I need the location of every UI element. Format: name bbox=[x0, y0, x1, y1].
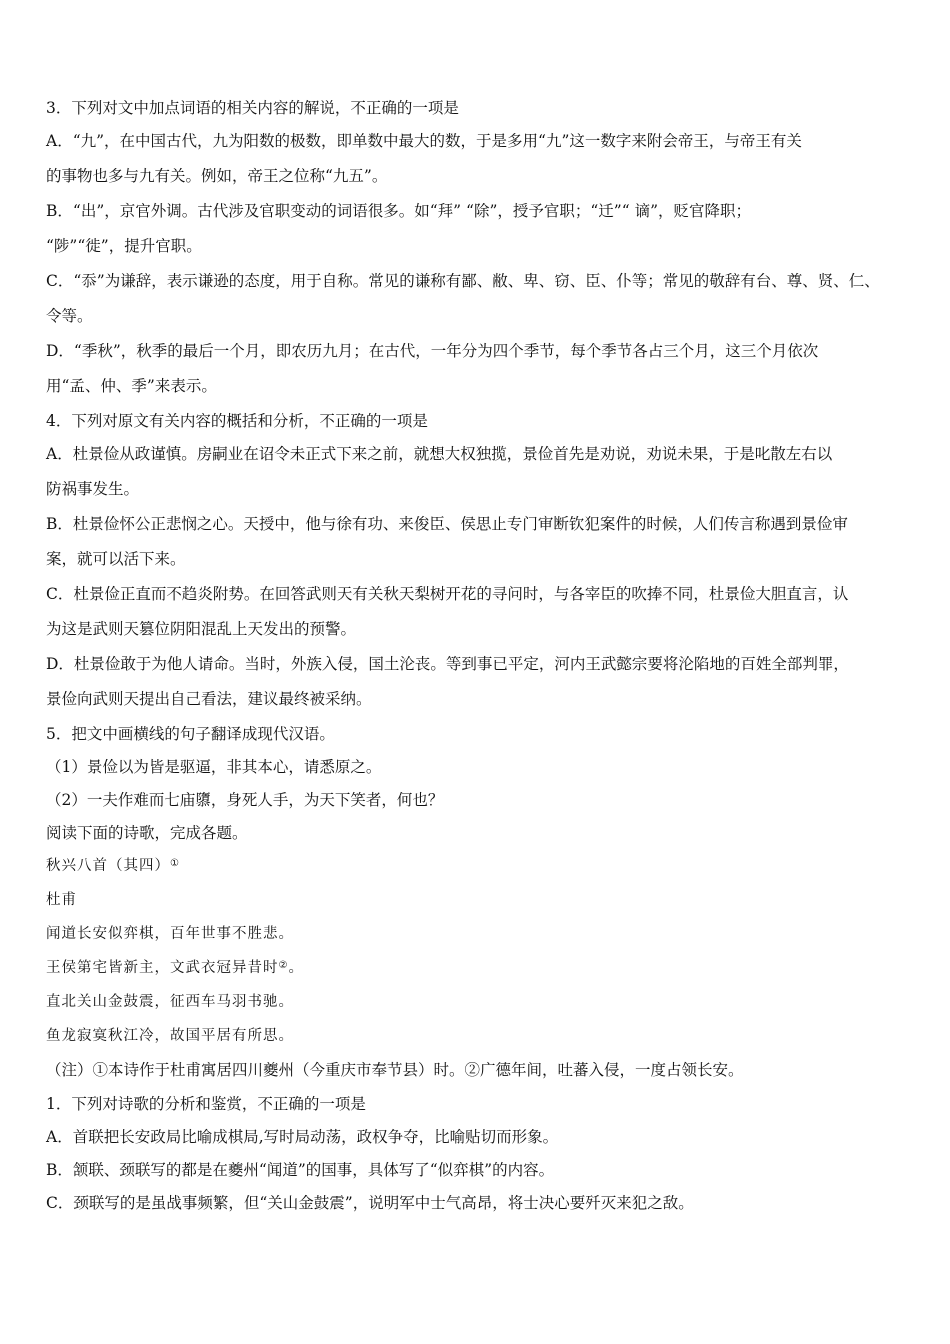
poem-title-note-marker: ① bbox=[170, 858, 180, 869]
poem-line-4: 鱼龙寂寞秋江冷，故国平居有所思。 bbox=[46, 1028, 294, 1044]
poem-intro: 阅读下面的诗歌，完成各题。 bbox=[46, 824, 248, 842]
poem-line-2-end: 。 bbox=[288, 960, 304, 976]
question-4-option-a-cont: 防祸事发生。 bbox=[46, 480, 140, 498]
question-4-option-d-cont: 景俭向武则天提出自己看法，建议最终被采纳。 bbox=[46, 690, 372, 708]
question-3-option-c-cont: 令等。 bbox=[46, 307, 93, 325]
question-5-sentence-2: （2）一夫作难而七庙隳，身死人手，为天下笑者，何也？ bbox=[46, 791, 444, 809]
question-4-option-b-cont: 案，就可以活下来。 bbox=[46, 550, 186, 568]
question-3-option-d-cont: 用“孟、仲、季”来表示。 bbox=[46, 377, 217, 395]
question-3-option-a-cont: 的事物也多与九有关。例如，帝王之位称“九五”。 bbox=[46, 167, 388, 185]
poem-title bbox=[46, 856, 908, 890]
poem-line-2-note-marker: ② bbox=[278, 960, 289, 971]
question-3-option-b-cont: “陟”“徙”，提升官职。 bbox=[46, 237, 202, 255]
poem-question-1-option-b: B．颔联、颈联写的都是在夔州“闻道”的国事，具体写了“似弈棋”的内容。 bbox=[46, 1161, 555, 1179]
poem-question-1-stem: 1．下列对诗歌的分析和鉴赏，不正确的一项是 bbox=[46, 1095, 366, 1113]
poem-question-1-option-a: A．首联把长安政局比喻成棋局,写时局动荡，政权争夺，比喻贴切而形象。 bbox=[46, 1128, 559, 1146]
poem-title-text: 秋兴八首（其四） bbox=[46, 858, 170, 874]
question-3-option-c: C．“忝”为谦辞，表示谦逊的态度，用于自称。常见的谦称有鄙、敝、卑、窃、臣、仆等；常见的敬辞有台、尊、贤、仁、 bbox=[46, 272, 880, 290]
question-3-stem: 3．下列对文中加点词语的相关内容的解说，不正确的一项是 bbox=[46, 99, 459, 117]
poem-line-1: 闻道长安似弈棋，百年世事不胜悲。 bbox=[46, 926, 294, 942]
question-4-option-a: A．杜景俭从政谨慎。房嗣业在诏令未正式下来之前，就想大权独揽，景俭首先是劝说，劝说未果，于是叱散左右以 bbox=[46, 445, 833, 463]
question-3-option-b: B．“出”，京官外调。古代涉及官职变动的词语很多。如“拜” “除”，授予官职；“迁”“ 谪”，贬官降职； bbox=[46, 202, 751, 220]
question-4-option-b: B．杜景俭怀公正悲悯之心。天授中，他与徐有功、来俊臣、侯思止专门审断钦犯案件的时候，人们传言称遇到景俭审 bbox=[46, 515, 848, 533]
poem-question-1-option-c: C．颈联写的是虽战事频繁，但“关山金鼓震”，说明军中士气高昂，将士决心要歼灭来犯之敌。 bbox=[46, 1194, 694, 1212]
question-4-option-c: C．杜景俭正直而不趋炎附势。在回答武则天有关秋天梨树开花的寻问时，与各宰臣的吹捧不同，杜景俭大胆直言，认 bbox=[46, 585, 849, 603]
question-4-stem: 4．下列对原文有关内容的概括和分析，不正确的一项是 bbox=[46, 412, 428, 430]
question-4-option-d: D．杜景俭敢于为他人请命。当时，外族入侵，国土沦丧。等到事已平定，河内王武懿宗要将沦陷地的百姓全部判罪， bbox=[46, 655, 849, 673]
question-3-option-d: D．“季秋”，秋季的最后一个月，即农历九月；在古代，一年分为四个季节，每个季节各占三个月，这三个月依次 bbox=[46, 342, 819, 360]
question-5-sentence-1: （1）景俭以为皆是驱逼，非其本心，请悉原之。 bbox=[46, 758, 382, 776]
question-5-stem: 5．把文中画横线的句子翻译成现代汉语。 bbox=[46, 725, 335, 743]
poem-line-2 bbox=[46, 958, 908, 992]
document-page bbox=[46, 98, 908, 1226]
poem-line-3: 直北关山金鼓震，征西车马羽书驰。 bbox=[46, 994, 294, 1010]
poem-line-2-text: 王侯第宅皆新主，文武衣冠异昔时 bbox=[46, 960, 279, 976]
question-4-option-c-cont: 为这是武则天篡位阴阳混乱上天发出的预警。 bbox=[46, 620, 357, 638]
poem-note: （注）①本诗作于杜甫寓居四川夔州（今重庆市奉节县）时。②广德年间，吐蕃入侵，一度占领长安。 bbox=[46, 1061, 744, 1079]
question-3-option-a: A．“九”，在中国古代，九为阳数的极数，即单数中最大的数，于是多用“九”这一数字来附会帝王，与帝王有关 bbox=[46, 132, 802, 150]
poem-author: 杜甫 bbox=[46, 892, 77, 908]
